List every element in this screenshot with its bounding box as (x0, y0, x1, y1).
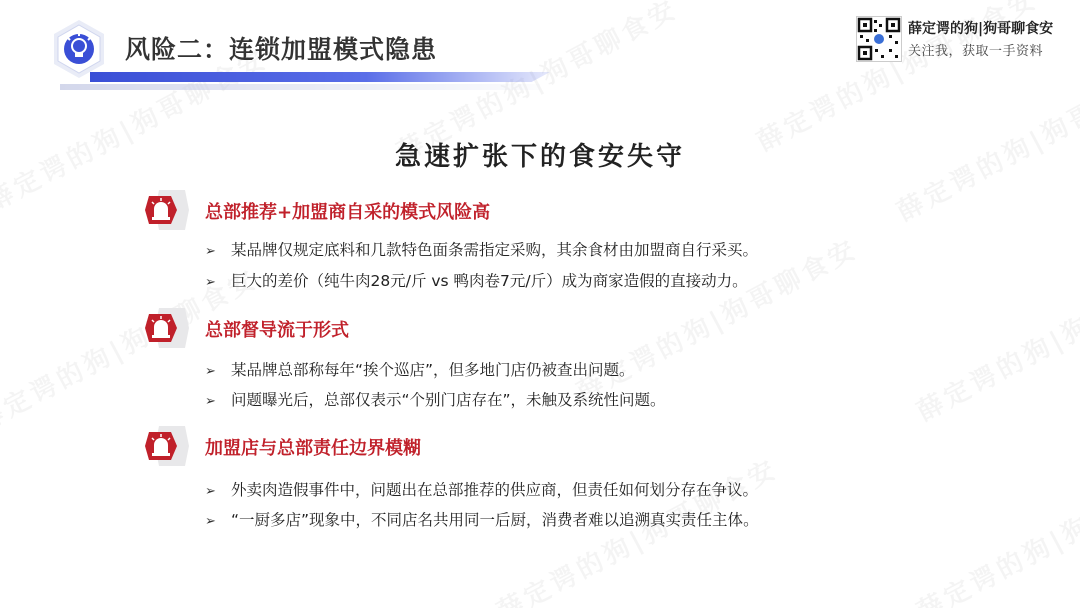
bullet-item (205, 269, 748, 291)
arrow-bullet-icon: ➢ (205, 484, 216, 499)
arrow-bullet-icon: ➢ (205, 364, 216, 379)
slide-heading: 急速扩张下的食安失守 (394, 142, 685, 172)
bullet-text: 某品牌总部称每年“挨个巡店”，但多地门店仍被查出问题。 (231, 361, 635, 379)
brand-name: 薛定谔的狗|狗哥聊食安 (908, 21, 1054, 37)
title-underline-shadow (60, 84, 540, 90)
alarm-warning-icon (145, 188, 191, 232)
arrow-bullet-icon: ➢ (205, 394, 216, 409)
bullet-item (205, 478, 758, 500)
bullet-text: “一厨多店”现象中，不同店名共用同一后厨，消费者难以追溯真实责任主体。 (231, 511, 759, 529)
arrow-bullet-icon: ➢ (205, 244, 216, 259)
alarm-warning-icon (145, 306, 191, 350)
section-title: 加盟店与总部责任边界模糊 (205, 438, 421, 459)
section-title: 总部督导流于形式 (205, 320, 349, 341)
bullet-item (205, 508, 759, 530)
risk-section-2 (145, 306, 905, 416)
bullet-item (205, 388, 666, 410)
lightbulb-gear-icon (48, 18, 110, 80)
watermark-6 (910, 249, 1080, 429)
arrow-bullet-icon: ➢ (205, 275, 216, 290)
title-underline-bar (90, 72, 550, 82)
bullet-item (205, 238, 758, 260)
risk-section-3 (145, 424, 905, 534)
section-title: 总部推荐+加盟商自采的模式风险高 (205, 202, 491, 223)
watermark-8 (910, 449, 1080, 608)
bullet-text: 某品牌仅规定底料和几款特色面条需指定采购，其余食材由加盟商自行采买。 (231, 241, 759, 259)
arrow-bullet-icon: ➢ (205, 514, 216, 529)
bullet-text: 外卖肉造假事件中，问题出在总部推荐的供应商，但责任如何划分存在争议。 (231, 481, 759, 499)
brand-tagline: 关注我，获取一手资料 (908, 44, 1044, 59)
alarm-warning-icon (145, 424, 191, 468)
bullet-text: 巨大的差价（纯牛肉28元/斤 vs 鸭肉卷7元/斤）成为商家造假的直接动力。 (231, 272, 748, 290)
bullet-text: 问题曝光后，总部仅表示“个别门店存在”，未触及系统性问题。 (231, 391, 666, 409)
page-title: 风险二：连锁加盟模式隐患 (125, 35, 438, 64)
qr-code-icon (856, 16, 902, 62)
risk-section-1 (145, 188, 905, 298)
bullet-item (205, 358, 635, 380)
